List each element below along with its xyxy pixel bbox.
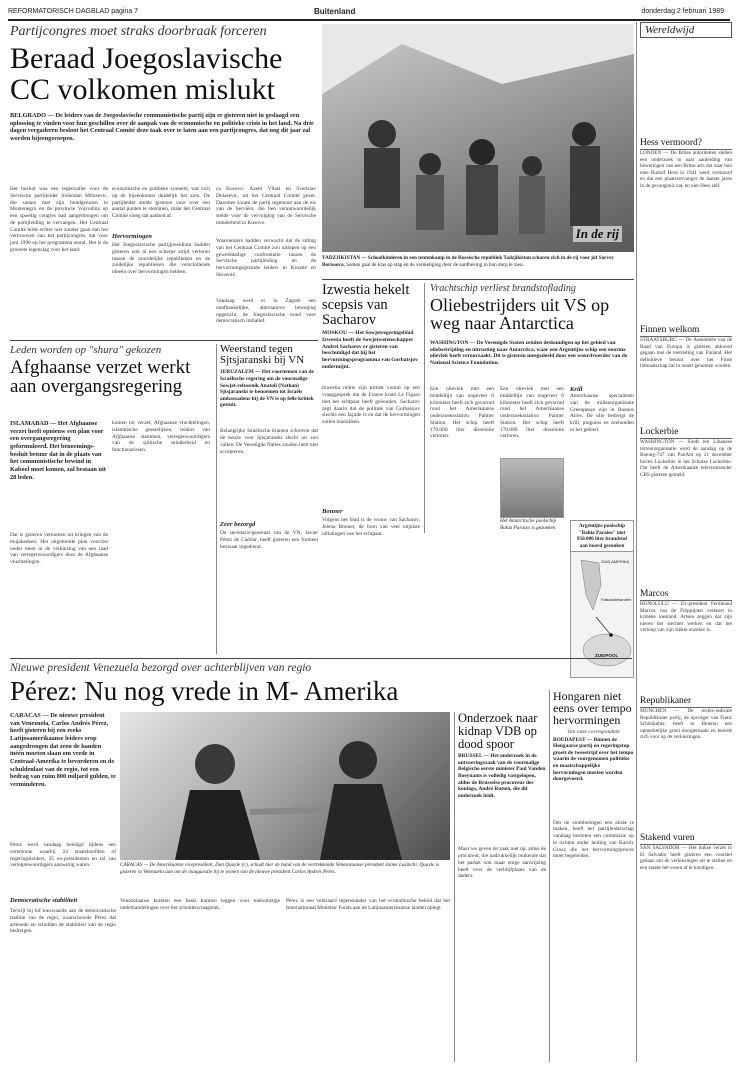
photo-quayle-handshake <box>120 712 450 860</box>
lead-headline-line-2: CC volkomen mislukt <box>10 72 276 106</box>
antarctica-lead: WASHINGTON — De Verenigde Staten zenden deskundigen op het gebied van oliebestrijding en uitrusting naar Antarctica, waar een Argentijns schip een enorme olievlek heeft veroorzaakt. Dit is gisteren meegedeeld door een woordvoerder van de National Science Foundation. <box>430 340 628 367</box>
venezuela-body-2: Terwijl hij lof toezwaaide aan de democratische traditie van de regio, waarschuwde Pérez dat armoede en schulden de stabiliteit van de regio bedreigen. <box>10 908 116 935</box>
izvestia-headline: Izwestia hekelt scepsis van Sacharov <box>322 282 410 328</box>
sidebar-item-text: MÜNCHEN — De rechts-radicale Republikaner partij, de opvolger van Franz Schönhuber, heeft in Beieren een opmerkelijke groei doorgemaakt en bereidt zich voor op de verkiezingen. <box>640 708 732 740</box>
lead-col-3 <box>216 186 316 336</box>
ship-inset-caption: Het Antarctische poolschip Bahia Paraiso is gezonken. <box>500 518 557 531</box>
photo-1-caption-rest: Samen gaat de klas op stap en de vernietiging door de aardbeving in hun dorp te zien. <box>346 261 524 268</box>
venezuela-kicker: Nieuwe president Venezuela bezorgd over achterblijven van regio <box>10 662 312 674</box>
venezuela-headline: Pérez: Nu nog vrede in M- Amerika <box>10 676 399 706</box>
ship-inset-photo <box>500 458 564 518</box>
sidebar-item-text: HONOLULU — Ex-president Ferdinand Marcos van de Filippijnen verkeert in kritieke toestand. Artsen zeggen dat zijn nieren het slechter werken en dat het verloop van zijn ziekte onzeker is. <box>640 601 732 633</box>
hongaren-article <box>553 690 634 1062</box>
photo-overlay-title: In de rij <box>573 226 622 242</box>
masthead-paper: REFORMATORISCH DAGBLAD pagina 7 <box>8 8 139 15</box>
sidebar-spacer <box>640 38 732 138</box>
photo-children-in-line <box>322 24 634 252</box>
map-label-continent: ZUID AMERIKA <box>601 559 630 564</box>
afghanistan-headline: Afghaanse verzet werkt aan overgangsregering <box>10 357 191 398</box>
sjtsjaranski-body-2: De secretaris-generaal van de VN, Javier Pérez de Cuéllar, heeft gisteren een formeel bezwaar ingediend. <box>220 530 318 550</box>
lead-body-6: Vandaag werd er in Zagreb een onafhankelijke, alternatieve beweging opgericht, de Joegoslavische bond voor democratisch initiatief. <box>216 298 316 325</box>
sidebar-item-head: Marcos <box>640 589 732 601</box>
vdb-body: Maar we geven de zaak niet op, aldus de procureur, die nadrukkelijk ontkende dat het parket ook maar enige aanwijzing heeft over de verblijfplaats van de daders. <box>458 846 546 880</box>
wereldwijd-sidebar <box>640 22 732 1062</box>
map-title: Argentijns poolschip "Bahia Paraiso" met 950.000 liter brandstof aan boord gezonken <box>571 521 633 552</box>
sjtsjaranski-subhead: Zeer bezorgd <box>220 521 256 529</box>
masthead-rule <box>8 19 730 21</box>
lead-body-col-1: Het besluit was een tegenvaller voor de Servische partijleider Slobodan Milosevic, die samen met zijn bondgenoten in Montenegro en de provincie Vojvodina op een spoedig congres had aangedrongen om de partijleiding te vervangen. Het Centraal Comité telde echter niet zonder gaan dan het vertrouwen van het partijcongres, dat voor juni 1990 op het programma stond. Het is de grootste tegenslag voor het land. <box>10 186 108 253</box>
izvestia-divider <box>424 283 425 533</box>
hongaren-body: Om de strubbelingen een einde te maken, heeft het partijleiderschap vandaag besloten een commissie op te richten onder leiding van Karoly Grosz die het hervormingsproces moet begeleiden. <box>553 819 634 860</box>
hongaren-lead: BOEDAPEST — Binnen de Hongaarse partij en regeringstop groeit de tweestrijd over het tempo waarin de voorgenomen politieke en maatschappelijke hervormingen moeten worden doorgevoerd. <box>553 736 634 783</box>
lead-subhead: Hervormingen <box>112 233 152 240</box>
izvestia-body-2: Volgens het blad is de vrouw van Sacharov, Jelena Bonner, de bron van veel onjuiste uitlatingen van het echtpaar. <box>322 517 420 537</box>
sidebar-item-head: Hess vermoord? <box>640 138 732 150</box>
izvestia-lead: MOSKOU — Het Sowjetregeringsblad Izwestia heeft de Sowjetwetenschapper Andrei Sacharov er gisteren van beschuldigd dat hij het hervormingsprogramma van Gorbatsjov ondermijnt. <box>322 330 418 370</box>
sidebar-item-text: STRAATSBURG — De Assemblée van de Raad van Europa is gisteren akkoord gegaan met de toetreding van Finland. Het definitieve besluit over het Finse lidmaatschap zal in maart genomen worden. <box>640 337 732 369</box>
vdb-article <box>458 712 546 1062</box>
hongaren-byline: Van onze correspondent <box>567 728 620 735</box>
sidebar-item <box>640 325 732 427</box>
sidebar-item-head: Republikaner <box>640 696 732 708</box>
masthead-section: Buitenland <box>314 7 356 16</box>
antarctica-col-3 <box>570 386 634 516</box>
venezuela-divider <box>454 712 455 1062</box>
afghanistan-body-2: komen tot verzet, Afghaanse vluchtelingen, islamitische geestelijken, leiders van Afghaanse stammen, vertegenwoordigers van de sjiitische minderheid en functionarissen. <box>112 420 210 453</box>
map-label-islands: Falklandeilanden <box>601 597 632 602</box>
antarctica-body: Een olievlek met een middellijn van ongeveer 6 kilometer heeft zich gevormd rond het Amerikaanse onderzoeksstation Palmer Station. Het schip heeft 170.000 liter dieselolie verloren. <box>430 386 494 440</box>
sidebar-item <box>640 427 732 589</box>
sjtsjaranski-body: Belangrijke Israëlische kranten schreven dat de keuze voor Sjtsjaranski slecht uit zou vallen. De Verenigde Naties zouden hem niet accepteren. <box>220 428 318 455</box>
rule-photo <box>322 279 634 280</box>
sidebar-item-head: Stakend vuren <box>640 833 732 845</box>
afghanistan-body: Dat is gisteren vernomen uit kringen van de mujahedeen. Het uitgebreide plan voorziet onder meer in de verkiezing van een raad van vertegenwoordigers door de Afghaanse vluchtelingen. <box>10 532 108 565</box>
hongaren-headline: Hongaren niet eens over tempo hervormingen <box>553 689 632 728</box>
vdb-divider <box>549 690 550 1062</box>
sidebar-item <box>640 833 732 995</box>
sjtsjaranski-lead: JERUZALEM — Het voornemen van de Israëlische regering om de voormalige Sowjet-refusenik Anatoli (Nathan) Sjtsjaranski te benoemen tot Israëls ambassadeur bij de VN is op felle kritiek gestuit. <box>220 369 314 409</box>
sidebar-item-text: WASHINGTON — Sinds ten Libanese terreurorganisatie werd de aanslag op de Boeing-747 van PanAm op 21 december boven Lockerbie in het Schotse Lockerbie. Dat heeft de Amerikaanse televisiezender CBS gisteren gemeld. <box>640 439 732 478</box>
afghanistan-kicker: Leden worden op "shura" gekozen <box>10 344 162 356</box>
afghanistan-lead: ISLAMABAD — Het Afghaanse verzet heeft opnieuw een plan voor een overgangsregering geformuleerd. Het benoemings- besluit betuur dat in de plaats van het communistische bewind in Kaboel moet komen, zal bestaan uit 28 leden. <box>10 420 106 481</box>
sidebar-item-head: Lockerbie <box>640 427 732 439</box>
izvestia-body: Izwestia reikte zijn kritiek vooral op een vraaggesprek dat de Franse krant Le Figaro met het echtpaar heeft gehouden. Sacharov zegt daarin dat de politiek van Gorbatsjov slechts een façade is en dat de hervormingen zullen mislukken. <box>322 385 420 426</box>
lead-intro: BELGRADO — De leiders van de Joegoslavische communistische partij zijn er gisteren niet in geslaagd een oplossing te vinden voor hun geschillen over de aanpak van de economische en politieke crisis in het land. Na drie dagen vergaderen besloot het Centraal Comité deze taak over te laten aan een partijcongres, dat nog dit jaar zal worden bijeengeroepen. <box>10 112 314 143</box>
lead-kicker: Partijcongres moet straks doorbraak forceren <box>10 24 267 39</box>
venezuela-body-4: Pérez is een verklaard tegenstander van het economische beleid dat het Internationaal Monetair Fonds aan de Latijnsamerikaanse landen oplegt. <box>286 898 450 911</box>
sidebar-item-head: Finnen welkom <box>640 325 732 337</box>
afghanistan-divider <box>216 344 217 654</box>
masthead-date: donderdag 2 februari 1989 <box>641 8 724 15</box>
antarctica-kicker: Vrachtschip verliest brandstoflading <box>430 283 576 294</box>
sidebar-item <box>640 138 732 325</box>
antarctica-body-extra: Een olievlek met een middellijn van ongeveer 6 kilometer heeft zich gevormd rond het Amerikaanse onderzoeksstation Palmer Station. Het schip heeft 170.000 liter dieselolie verloren. <box>500 386 564 440</box>
sidebar-title: Wereldwijd <box>640 22 732 38</box>
lead-body-4: ca Kosovo. Azem Vllasi en Svetislav Dolasevic, uit het Centraal Comité gezet. Daarmee kwam de partij tegemoet aan de eis van de Serviërs, die hen verantwoordelijk stelde voor de vervolging van de Servische minderheid in Kosovo. <box>216 186 316 226</box>
antarctica-map <box>570 520 634 678</box>
masthead <box>8 8 728 18</box>
sidebar-item <box>640 589 732 696</box>
venezuela-subhead: Democratische stabiliteit <box>10 897 78 904</box>
antarctica-body-2: Amerikaanse specialisten van de milieuorganisatie Greenpeace zijn in Buenos Aires. De olie bedreigt de krill, pinguïns en zeehonden in het gebied. <box>570 393 634 433</box>
antarctica-headline: Oliebestrijders uit VS op weg naar Antarctica <box>430 295 610 334</box>
lead-body-3: Het Joegoslavische partijpresidium hadden gisteren ook al een scherpe strijd verloren tussen de noordelijke republieken en de zuidelijke republieken die verschillende ideeën over hervormingen hebben. <box>112 242 210 275</box>
izvestia-article <box>322 283 420 653</box>
photo-1-caption <box>322 255 634 277</box>
lead-body-2: economische en politieke systeem, wat zich op de bijeenkomst duidelijk liet zien. De partijleider stelde gisteren voor over een aantal punten te stemmen, maar het Centraal Comité sloeg dat aanbod af. <box>112 186 210 219</box>
photo-1-caption-strong: TADZJIKISTAN — Schoolkinderen in een tentenkamp in de Russische republiek Tadzjikistan scharen zich in de rij voor juf Sarvey Borissova. <box>322 255 614 268</box>
venezuela-lead: CARACAS — De nieuwe president van Venezuela, Carlos Andrés Pérez, heeft gisteren bij een reeks Latijnsamerikaanse leiders erop aangedrongen dat zeen de handen inéén moeten slaan om vrede in Centraal-Amerika te bevorderen en de schuldenlast van de regio, tot een bedrag van ruim 800 miljard gulden, te verminderen. <box>10 712 116 789</box>
rule-venezuela <box>10 658 632 659</box>
lead-headline-line-1: Beraad Joegoslavische <box>10 42 283 75</box>
vdb-headline: Onderzoek naar kidnap VDB op dood spoor <box>458 711 538 751</box>
sidebar-divider <box>636 22 637 1062</box>
venezuela-body: Pérez werd vandaag beëdigd tijdens een ceremonie waarbij 24 staatshoofden of regeringsleiders, 35 ex-presidenten en tal van vertegenwoordigers aanwezig waren. <box>10 842 116 869</box>
venezuela-photo-caption: CARACAS — De Amerikaanse vicepresident, Dan Quayle (r.), schudt hier de hand van de vertrekkende Venezolaanse president Jaime Lusinchi. Quayle is gisteren in Venezuela aan om de inauguratie bij te wonen van de nieuwe president Carlos Andrés Pérez. <box>120 862 440 875</box>
photo-handshake-illustration <box>120 712 450 860</box>
antarctica-subhead: Krill <box>570 386 583 393</box>
lead-headline <box>10 44 320 105</box>
vdb-lead: BRUSSEL — Het onderzoek in de ontvoeringszaak van de voormalige Belgische eerste minister Paul Vanden Boeynants is volledig vastgelopen, aldus de Brusselse procureur des konings, André Rutten, die dit onderzoek leidt. <box>458 753 546 799</box>
lead-col-2 <box>112 186 210 336</box>
izvestia-subhead: Bonner <box>322 508 343 516</box>
sidebar-item-text: SAN SALVADOR — Het linkse verzet in El Salvador heeft gisteren een voorstel gedaan om de verkiezingen uit te stellen en een staakt-het-vuren af te kondigen. <box>640 845 732 871</box>
photo-children-illustration <box>322 24 634 252</box>
map-label-pole: ZUIDPOOL <box>595 653 619 658</box>
rule-afghanistan <box>10 340 318 341</box>
sidebar-item-text: LONDEN — De Britse autoriteiten stellen een onderzoek in naar aanleiding van beweringen van een Britse arts dat naar hun mee Rudolf Hess in 1941 werd vermoord en dat een plaatsvervanger de laatste jaren in de gevangenis zat, en niet Hess zelf. <box>640 150 732 189</box>
sjtsjaranski-headline: Weerstand tegen Sjtsjaranski bij VN <box>220 343 305 367</box>
sjtsjaranski-article <box>220 344 318 654</box>
sidebar-item <box>640 696 732 833</box>
lead-body-5: Waarnemers hadden verwacht dat de sitting van het Centraal Comité zou uitlopen op een gewelddadige confrontatie tussen de Servische partijleiding en de hervormingsgezinde leiders in Kroatië en Slovenië. <box>216 238 316 278</box>
venezuela-body-3: Venezolaanse kranten een basis kunnen leggen voor toekomstige onderhandelingen over het schuldenvraagstuk. <box>120 898 280 911</box>
